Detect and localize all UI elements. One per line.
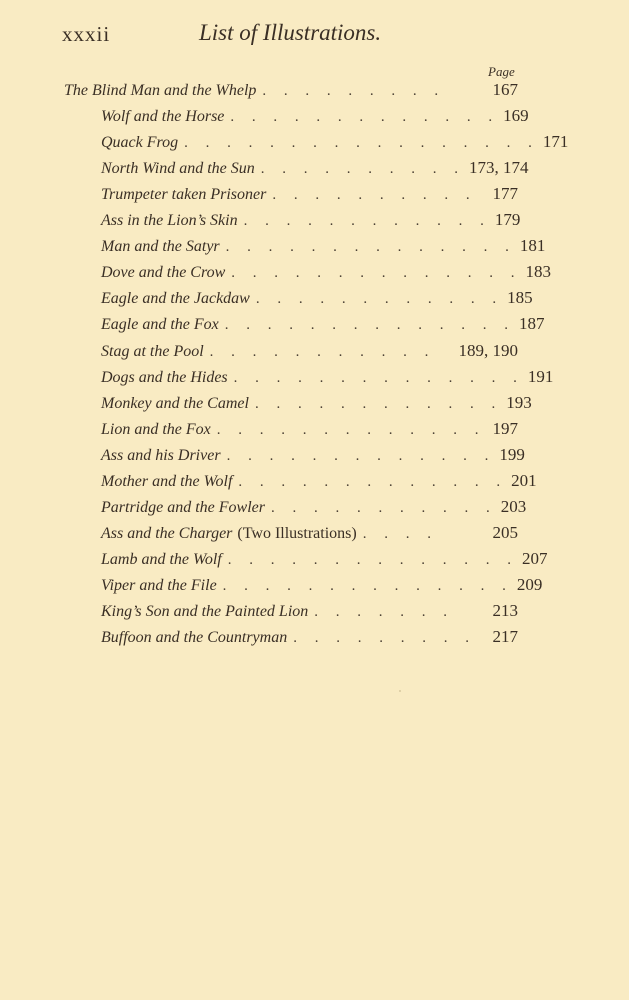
dot-leader: . . . . . . . bbox=[314, 604, 455, 620]
page-reference: 209 bbox=[516, 574, 543, 594]
dot-leader: . . . . . . . . . . . . . . bbox=[224, 317, 515, 334]
list-item bbox=[101, 288, 533, 314]
page-reference: 207 bbox=[522, 548, 548, 568]
dot-leader: . . . . . . . . . . . . . . bbox=[233, 369, 524, 386]
dot-leader: . . . . . . . . . . . . . bbox=[216, 421, 486, 438]
list-item bbox=[101, 470, 537, 497]
page-reference: 183 bbox=[525, 262, 552, 282]
page-column-heading: Page bbox=[488, 64, 515, 79]
illustration-title: Monkey and the Camel bbox=[101, 394, 249, 412]
list-item bbox=[101, 184, 518, 210]
page-reference: 201 bbox=[511, 470, 537, 490]
illustration-title: Ass and his Driver bbox=[101, 446, 221, 464]
list-item bbox=[101, 496, 527, 523]
dot-leader: . . . . . . . . . . . . . . bbox=[222, 577, 513, 594]
dot-leader: . . . . bbox=[362, 525, 438, 542]
illustration-title: Partridge and the Fowler bbox=[101, 498, 265, 516]
dot-leader: . . . . . . . . . . bbox=[260, 161, 466, 178]
page-reference: 199 bbox=[499, 444, 525, 464]
illustration-title: Dove and the Crow bbox=[101, 264, 226, 282]
list-item bbox=[101, 419, 518, 445]
illustration-title: North Wind and the Sun bbox=[101, 160, 255, 178]
dot-leader: . . . . . . . . . . . . . . bbox=[227, 551, 518, 568]
list-item bbox=[101, 392, 532, 419]
dot-leader: . . . . . . . . . . . . . bbox=[238, 473, 508, 490]
list-item bbox=[101, 262, 552, 288]
illustration-title: Man and the Satyr bbox=[101, 238, 220, 256]
dot-leader: . . . . . . . . . . . . . . . . . bbox=[184, 135, 539, 152]
dot-leader: . . . . . . . . . . . bbox=[270, 499, 497, 516]
illustration-note: (Two Illustrations) bbox=[237, 524, 357, 542]
page-reference: 177 bbox=[492, 184, 518, 204]
dot-leader: . . . . . . . . . . . . . . bbox=[225, 239, 516, 256]
list-item bbox=[101, 210, 521, 236]
dot-leader: . . . . . . . . . . . . bbox=[255, 291, 504, 308]
list-item bbox=[101, 106, 529, 132]
page-reference: 205 bbox=[492, 522, 518, 542]
illustration-title: Eagle and the Fox bbox=[101, 316, 219, 334]
illustration-title: Viper and the File bbox=[101, 576, 217, 594]
illustration-title: Ass and the Charger bbox=[101, 524, 233, 542]
page-reference: 187 bbox=[519, 314, 545, 334]
illustration-title: Lion and the Fox bbox=[101, 420, 211, 438]
page-reference: 169 bbox=[503, 106, 529, 126]
illustration-title: Mother and the Wolf bbox=[101, 472, 233, 490]
illustration-title: Lamb and the Wolf bbox=[101, 550, 222, 568]
dot-leader: . . . . . . . . . . bbox=[272, 187, 477, 204]
list-item bbox=[101, 444, 525, 471]
list-item bbox=[64, 80, 518, 106]
page-reference: 197 bbox=[492, 418, 518, 438]
dot-leader: . . . . . . . . . . . . . bbox=[230, 109, 500, 126]
page-reference: 213 bbox=[492, 601, 518, 620]
paper-speck bbox=[399, 690, 401, 692]
list-item bbox=[101, 523, 518, 549]
page-reference: 179 bbox=[494, 210, 521, 230]
page-reference: 185 bbox=[507, 288, 533, 308]
list-item bbox=[101, 574, 543, 601]
list-item bbox=[101, 314, 545, 340]
illustration-title: The Blind Man and the Whelp bbox=[64, 82, 257, 99]
illustration-title: Wolf and the Horse bbox=[101, 108, 225, 126]
dot-leader: . . . . . . . . . . . . bbox=[243, 213, 491, 230]
dot-leader: . . . . . . . . . . . . . . bbox=[231, 265, 522, 282]
list-item bbox=[101, 236, 546, 262]
list-item bbox=[101, 601, 518, 627]
illustration-title: Quack Frog bbox=[101, 134, 179, 152]
illustration-title: Dogs and the Hides bbox=[101, 368, 228, 386]
list-item bbox=[101, 366, 554, 393]
list-item bbox=[101, 627, 518, 653]
illustration-title: Trumpeter taken Prisoner bbox=[101, 186, 267, 204]
dot-leader: . . . . . . . . . . . . . bbox=[226, 447, 496, 464]
illustration-title: King’s Son and the Painted Lion bbox=[101, 603, 309, 620]
illustration-title: Eagle and the Jackdaw bbox=[101, 290, 250, 308]
page-reference: 191 bbox=[527, 366, 554, 386]
page-reference: 193 bbox=[506, 392, 532, 412]
illustration-title: Stag at the Pool bbox=[101, 342, 204, 360]
page-reference: 173, 174 bbox=[469, 158, 529, 178]
list-item bbox=[101, 158, 529, 184]
illustration-title: Ass in the Lion’s Skin bbox=[101, 212, 238, 230]
page-reference: 189, 190 bbox=[458, 340, 518, 360]
dot-leader: . . . . . . . . . bbox=[293, 630, 476, 647]
roman-page-number: xxxii bbox=[62, 22, 111, 46]
dot-leader: . . . . . . . . . bbox=[262, 83, 446, 99]
page-reference: 167 bbox=[492, 80, 518, 99]
page-reference: 181 bbox=[519, 236, 546, 256]
dot-leader: . . . . . . . . . . . . bbox=[254, 395, 503, 412]
page-reference: 217 bbox=[492, 627, 518, 647]
page-reference: 171 bbox=[542, 132, 569, 152]
illustration-title: Buffoon and the Countryman bbox=[101, 629, 288, 647]
page-reference: 203 bbox=[500, 496, 527, 516]
list-item bbox=[101, 132, 569, 158]
list-item bbox=[101, 548, 548, 575]
list-item bbox=[101, 341, 518, 367]
running-title: List of Illustrations. bbox=[199, 20, 382, 45]
dot-leader: . . . . . . . . . . . bbox=[209, 343, 436, 360]
page-header bbox=[62, 20, 392, 50]
